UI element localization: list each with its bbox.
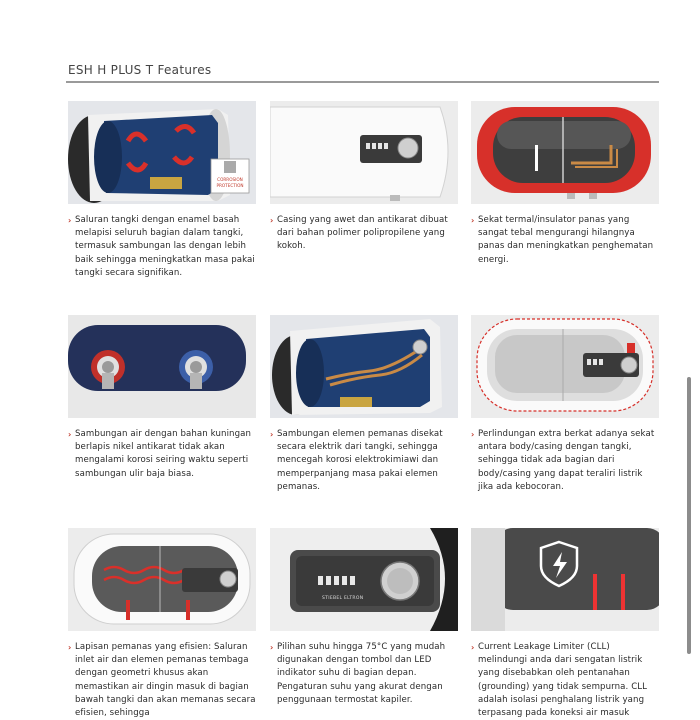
efficient-heating-layer-image <box>68 528 256 631</box>
page-title: ESH H PLUS T Features <box>68 63 212 77</box>
feature-card-6 <box>471 315 659 494</box>
vertical-scrollbar[interactable] <box>687 377 691 654</box>
bullet-icon: › <box>471 643 475 652</box>
temperature-control-panel-image <box>270 528 458 631</box>
feature-caption: › Current Leakage Limiter (CLL) melindungi anda dari sengatan listrik yang disebabkan oleh pentanahan (grounding) yang tidak sempurna. CLL adalah isolasi penghalang listrik yang terpasang pada koneksi air masuk <box>471 642 648 719</box>
bullet-icon: › <box>68 643 72 652</box>
feature-caption: › Lapisan pemanas yang efisien: Saluran inlet air dan elemen pemanas tembaga dengan geometri khusus akan memastikan air dingin masuk di bagian bawah tangki dan akan memanas secara efisien, sehingga <box>68 642 256 719</box>
bullet-icon: › <box>471 216 475 225</box>
heating-element-connection-image <box>270 315 458 418</box>
title-divider <box>66 81 659 83</box>
feature-card-8 <box>270 528 458 707</box>
current-leakage-limiter-image <box>471 528 659 631</box>
bullet-icon: › <box>68 216 72 225</box>
body-casing-isolation-image <box>471 315 659 418</box>
thermal-insulator-image <box>471 101 659 204</box>
brass-water-connection-image <box>68 315 256 418</box>
feature-card-9 <box>471 528 659 720</box>
feature-caption: › Sekat termal/insulator panas yang sangat tebal mengurangi hilangnya panas dan meningkatkan penghematan energi. <box>471 215 654 265</box>
feature-card-7 <box>68 528 256 720</box>
panel-brand-label: STIEBEL ELTRON <box>322 596 364 601</box>
bullet-icon: › <box>68 430 72 439</box>
feature-caption: › Saluran tangki dengan enamel basah melapisi seluruh bagian dalam tangki, termasuk sambungan las dengan lebih baik sehingga meningkatkan masa pakai tangki secara signifikan. <box>68 215 255 278</box>
feature-caption: › Sambungan elemen pemanas disekat secara elektrik dari tangki, sehingga mencegah korosi elektrokimiawi dan memperpanjang masa pakai elemen pemanas. <box>270 429 443 492</box>
bullet-icon: › <box>471 430 475 439</box>
feature-caption: › Casing yang awet dan antikarat dibuat dari bahan polimer polipropilene yang kokoh. <box>270 215 448 252</box>
feature-card-1 <box>68 101 256 280</box>
corrosion-protection-tank-image <box>68 101 256 204</box>
feature-caption: › Pilihan suhu hingga 75°C yang mudah digunakan dengan tombol dan LED indikator suhu di bagian depan. Pengaturan suhu yang akurat dengan penggunaan termostat kapiler. <box>270 642 446 705</box>
feature-card-3 <box>471 101 659 267</box>
feature-card-4 <box>68 315 256 481</box>
svg-text:PROTECTION: PROTECTION <box>216 183 244 188</box>
feature-card-5 <box>270 315 458 494</box>
bullet-icon: › <box>270 216 274 225</box>
bullet-icon: › <box>270 643 274 652</box>
bullet-icon: › <box>270 430 274 439</box>
feature-card-2 <box>270 101 458 254</box>
polymer-casing-image <box>270 101 458 204</box>
feature-caption: › Sambungan air dengan bahan kuningan berlapis nikel antikarat tidak akan mengalami korosi seiring waktu seperti sambungan ulir baja biasa. <box>68 429 252 479</box>
feature-caption: › Perlindungan extra berkat adanya sekat antara body/casing dengan tangki, sehingga tidak ada bagian dari body/casing yang dapat teraliri listrik jika ada kebocoran. <box>471 429 655 492</box>
svg-text:CORROSION: CORROSION <box>217 177 243 182</box>
